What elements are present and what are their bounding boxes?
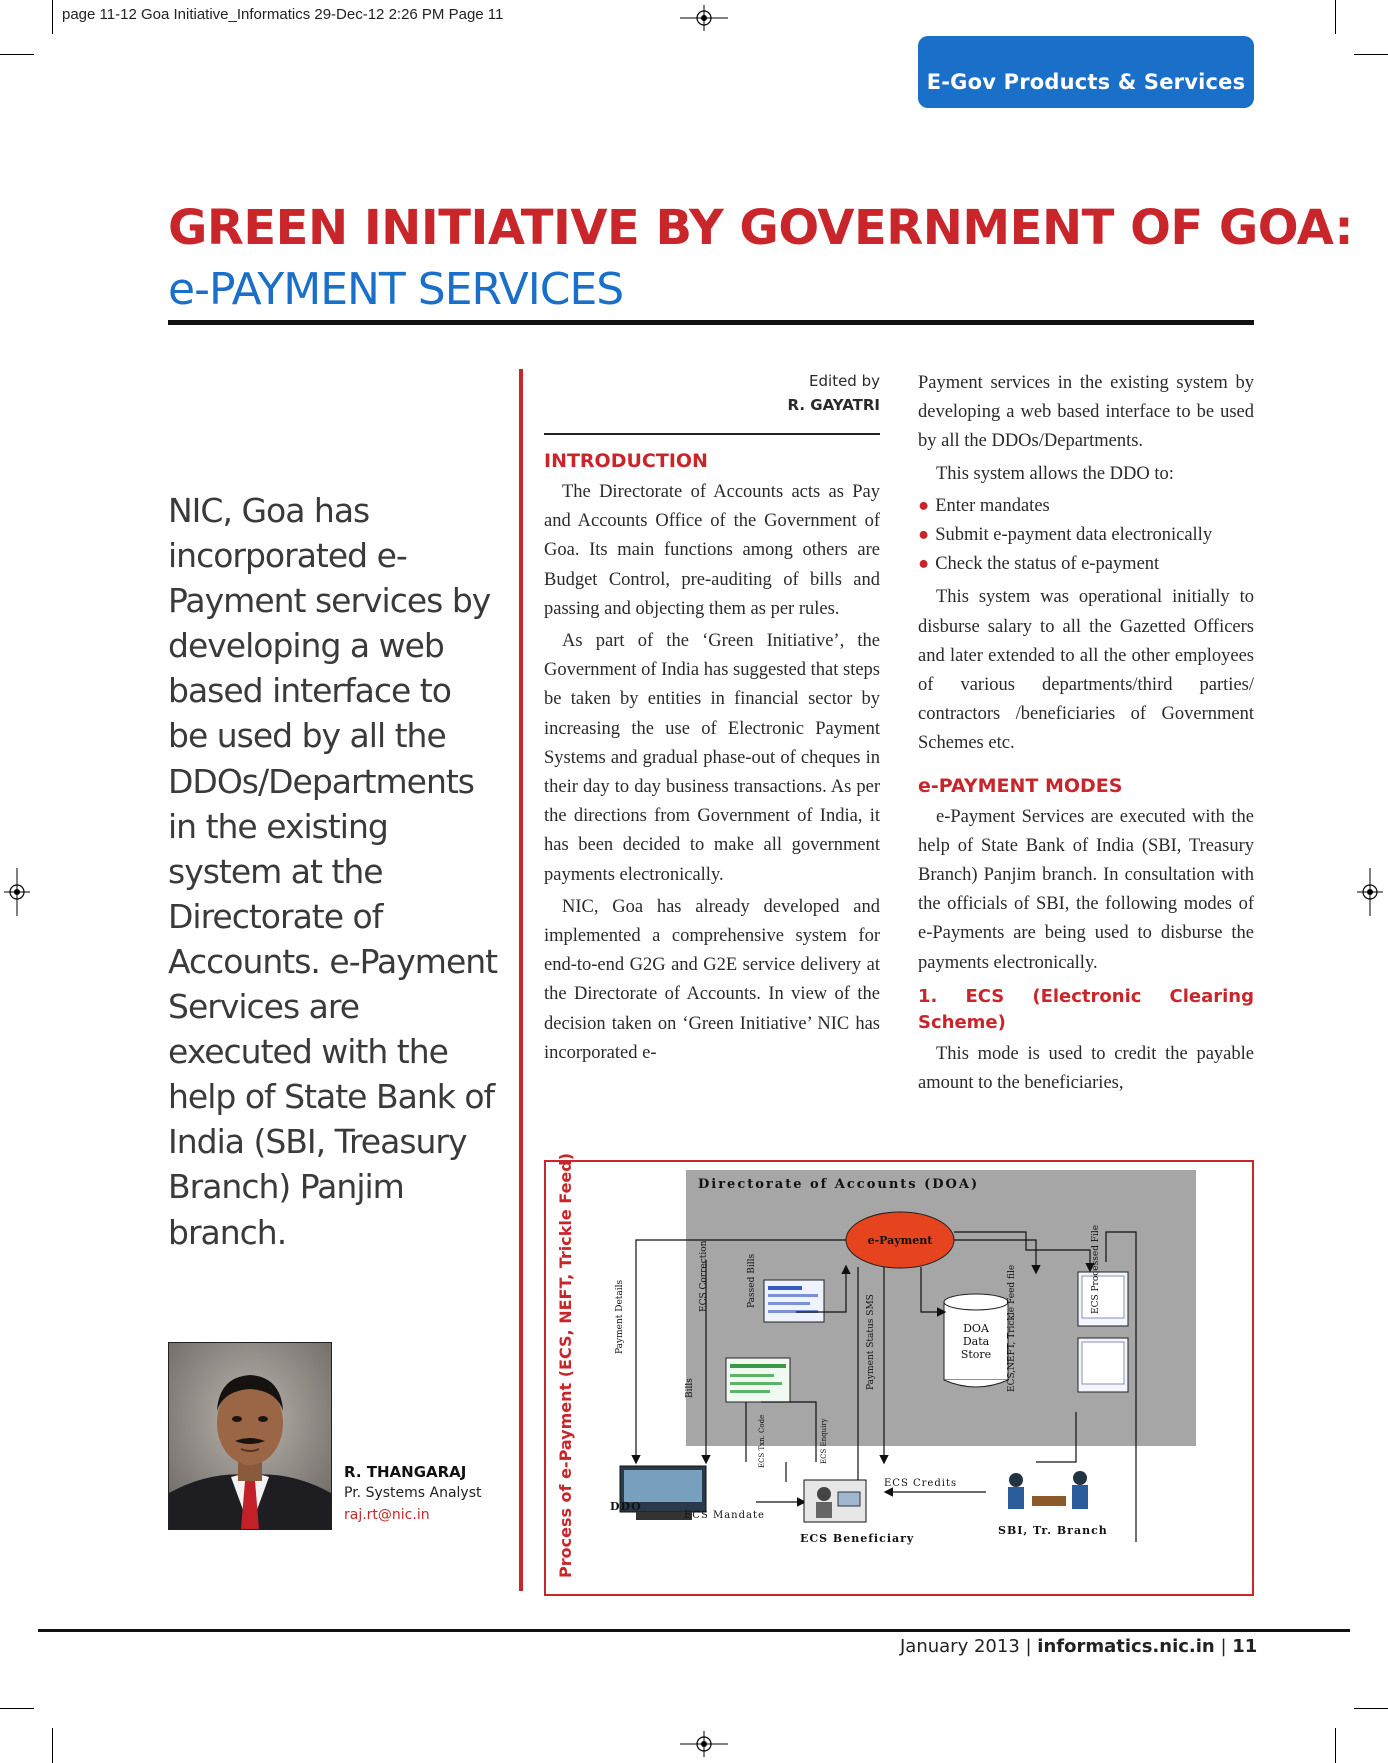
label-ecs-beneficiary: ECS Beneficiary xyxy=(800,1532,915,1545)
editor-name: R. GAYATRI xyxy=(787,396,880,414)
subsection-heading-ecs: 1. ECS (Electronic Clearing Scheme) xyxy=(918,985,1254,1033)
label-ecs-correction: ECS Correction xyxy=(699,1240,709,1312)
article-column-1 xyxy=(544,448,880,1071)
section-heading-introduction: INTRODUCTION xyxy=(544,450,708,472)
editor-rule xyxy=(544,433,880,435)
passed-bills-screen-icon xyxy=(764,1280,824,1322)
svg-text:Data: Data xyxy=(962,1335,990,1348)
label-passed-bills: Passed Bills xyxy=(747,1253,757,1308)
paragraph: Payment services in the existing system by developing a web based interface to be used by all the DDOs/Departments. xyxy=(918,373,1254,452)
column-divider xyxy=(519,369,523,1591)
svg-text:DOA: DOA xyxy=(963,1322,989,1335)
paragraph: This system allows the DDO to: xyxy=(936,463,1174,484)
registration-mark-icon xyxy=(680,1731,728,1757)
crop-mark xyxy=(52,1728,53,1763)
crop-mark xyxy=(1335,1728,1336,1763)
author-photo xyxy=(168,1342,332,1530)
title-rule xyxy=(168,320,1254,325)
author-role: Pr. Systems Analyst xyxy=(344,1485,482,1501)
bills-screen-icon xyxy=(726,1358,790,1402)
registration-mark-icon xyxy=(680,5,728,31)
label-processed-file: ECS Processed File xyxy=(1091,1224,1101,1314)
label-txn-code: ECS Txn. Code xyxy=(758,1414,766,1468)
label-trickle-feed: ECS,NEFT, Trickle Feed file xyxy=(1007,1264,1017,1392)
label-enquiry: ECS Enquiry xyxy=(820,1418,828,1464)
section-heading-modes: e-PAYMENT MODES xyxy=(918,774,1123,797)
edited-by-label: Edited by xyxy=(809,372,880,390)
author-email[interactable]: raj.rt@nic.in xyxy=(344,1507,430,1523)
process-diagram-frame xyxy=(544,1160,1254,1596)
label-ddo: DDO xyxy=(610,1500,642,1513)
crop-mark xyxy=(0,1708,34,1709)
label-payment-details: Payment Details xyxy=(615,1279,625,1354)
list-item: ● Check the status of e-payment xyxy=(918,554,1160,575)
beneficiary-icon xyxy=(804,1480,866,1522)
sbi-branch-icon xyxy=(998,1471,1096,1518)
crop-mark xyxy=(52,0,53,34)
crop-mark xyxy=(0,54,34,55)
bullet-icon: ● xyxy=(918,495,930,516)
footer-site[interactable]: informatics.nic.in xyxy=(1037,1636,1215,1657)
label-payment-status: Payment Status SMS xyxy=(866,1294,876,1390)
label-ecs-mandate: ECS Mandate xyxy=(684,1510,765,1521)
page-number: 11 xyxy=(1232,1636,1258,1657)
paragraph: e-Payment Services are executed with the help of State Bank of India (SBI, Treasury Branch) Panjim branch. In consultation with the officials of SBI, the following modes of e-Payments are being used to disburse the payments electronically. xyxy=(918,806,1254,973)
epayment-label: e-Payment xyxy=(867,1234,933,1247)
paragraph: The Directorate of Accounts acts as Pay and Accounts Office of the Government of Goa. Its main functions among others are Budget Control, pre-auditing of bills and passing and objecting them as per rules. xyxy=(544,482,880,619)
crop-mark xyxy=(1354,54,1388,55)
footer-rule xyxy=(38,1629,1350,1632)
list-item: ● Enter mandates xyxy=(918,495,1050,516)
page-footer: January 2013 | informatics.nic.in | 11 xyxy=(900,1636,1258,1657)
bullet-icon: ● xyxy=(918,554,930,575)
crop-mark xyxy=(1335,0,1336,34)
headline: GREEN INITIATIVE BY GOVERNMENT OF GOA: xyxy=(168,200,1354,256)
label-bills: Bills xyxy=(685,1378,695,1398)
label-ecs-credits: ECS Credits xyxy=(884,1478,958,1489)
registration-mark-icon xyxy=(4,868,30,916)
paragraph: As part of the ‘Green Initiative’, the Government of India has suggested that steps be taken by entities in financial sector by increasing the use of Electronic Payment Systems and gradual phase-out of cheques in their day to day business transactions. As per the directions from Government of India, it has been decided to make all government payments electronically. xyxy=(544,631,881,885)
paragraph: NIC, Goa has already developed and implemented a comprehensive system for end-to-end G2G and G2E service delivery at the Directorate of Accounts. In view of the decision taken on ‘Green Initiative’ NIC has incorporated e- xyxy=(544,896,880,1063)
printer-slug: page 11-12 Goa Initiative_Informatics 29-Dec-12 2:26 PM Page 11 xyxy=(62,6,504,23)
trickle-feed-screen-icon xyxy=(1078,1272,1128,1326)
svg-text:Store: Store xyxy=(960,1348,992,1361)
processed-file-screen-icon xyxy=(1078,1338,1128,1392)
paragraph: This mode is used to credit the payable amount to the beneficiaries, xyxy=(918,1043,1254,1094)
pull-quote: NIC, Goa has incorporated e-Payment services by developing a web based interface to be used by all the DDOs/Departments in the existing system at the Directorate of Accounts. e-Payment Services are executed with the help of State Bank of India (SBI, Treasury Branch) Panjim branch. xyxy=(168,491,498,1252)
article-column-2 xyxy=(918,369,1254,1101)
section-tab: E-Gov Products & Services xyxy=(918,36,1254,108)
doa-title: Directorate of Accounts (DOA) xyxy=(698,1177,980,1192)
bullet-icon: ● xyxy=(918,525,930,546)
footer-month: January 2013 xyxy=(900,1636,1020,1657)
subheadline: e-PAYMENT SERVICES xyxy=(168,264,624,315)
bullet-list xyxy=(918,492,1254,580)
author-name: R. THANGARAJ xyxy=(344,1463,467,1481)
label-sbi-branch: SBI, Tr. Branch xyxy=(998,1524,1108,1537)
paragraph: This system was operational initially to disburse salary to all the Gazetted Officers and later extended to all the other employees of various departments/third parties/ contractors /beneficiaries of Government Schemes etc. xyxy=(918,587,1254,754)
registration-mark-icon xyxy=(1357,868,1383,916)
list-item: ● Submit e-payment data electronically xyxy=(918,525,1213,546)
crop-mark xyxy=(1354,1708,1388,1709)
data-store-icon xyxy=(944,1294,1008,1387)
